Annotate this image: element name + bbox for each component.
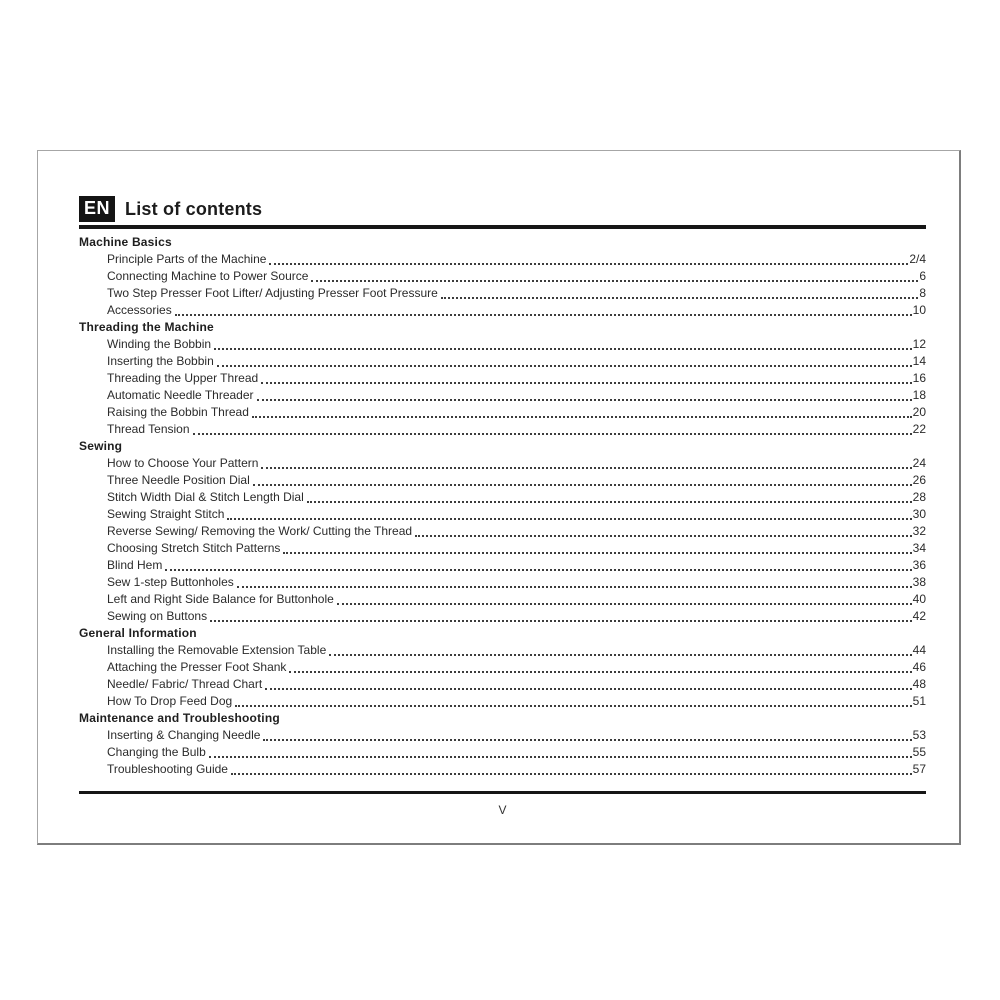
section-heading: Maintenance and Troubleshooting <box>79 711 280 725</box>
dotted-leader <box>228 761 913 778</box>
dotted-leader <box>162 557 912 574</box>
page-header <box>79 196 926 222</box>
toc-entry <box>79 676 926 693</box>
toc-entry-label: Sew 1-step Buttonholes <box>107 575 234 589</box>
toc-entry <box>79 761 926 778</box>
dotted-leader <box>249 404 913 421</box>
dotted-leader <box>260 727 912 744</box>
toc-entry <box>79 591 926 608</box>
toc-entry <box>79 608 926 625</box>
toc-entry-label: Connecting Machine to Power Source <box>107 269 309 283</box>
toc-entry <box>79 727 926 744</box>
toc-entry-page: 48 <box>912 677 926 691</box>
toc-entry <box>79 557 926 574</box>
toc-entry <box>79 489 926 506</box>
dotted-leader <box>207 608 913 625</box>
toc-entry-label: Inserting & Changing Needle <box>107 728 261 742</box>
dotted-leader <box>206 744 913 761</box>
toc-entry <box>79 455 926 472</box>
toc-entry-label: Threading the Upper Thread <box>107 371 259 385</box>
footer-rule <box>79 791 926 794</box>
toc-entry-page: 18 <box>912 388 926 402</box>
toc-entry-page: 8 <box>919 286 926 300</box>
toc-entry-page: 40 <box>912 592 926 606</box>
dotted-leader <box>190 421 913 438</box>
toc-entry-page: 51 <box>912 694 926 708</box>
toc-entry-page: 12 <box>912 337 926 351</box>
toc-entry <box>79 251 926 268</box>
toc-entry <box>79 574 926 591</box>
dotted-leader <box>304 489 913 506</box>
toc-entry-page: 53 <box>912 728 926 742</box>
toc-list <box>79 234 926 778</box>
toc-entry-label: Choosing Stretch Stitch Patterns <box>107 541 281 555</box>
toc-entry-page: 20 <box>912 405 926 419</box>
toc-entry-page: 24 <box>912 456 926 470</box>
toc-entry-page: 30 <box>912 507 926 521</box>
toc-entry-label: Troubleshooting Guide <box>107 762 228 776</box>
toc-entry <box>79 421 926 438</box>
toc-entry-label: Blind Hem <box>107 558 163 572</box>
toc-entry-page: 55 <box>912 745 926 759</box>
toc-entry-label: Winding the Bobbin <box>107 337 212 351</box>
page-title: List of contents <box>125 198 263 219</box>
toc-entry-label: How To Drop Feed Dog <box>107 694 233 708</box>
toc-entry-label: Left and Right Side Balance for Buttonhole <box>107 592 334 606</box>
toc-entry <box>79 693 926 710</box>
toc-entry-page: 32 <box>912 524 926 538</box>
toc-entry <box>79 285 926 302</box>
dotted-leader <box>280 540 912 557</box>
manual-page <box>37 150 961 845</box>
dotted-leader <box>286 659 912 676</box>
toc-entry <box>79 302 926 319</box>
toc-entry-page: 36 <box>912 558 926 572</box>
section-heading: General Information <box>79 626 197 640</box>
toc-entry-page: 34 <box>912 541 926 555</box>
toc-entry <box>79 268 926 285</box>
toc-entry-label: How to Choose Your Pattern <box>107 456 259 470</box>
toc-entry-label: Sewing on Buttons <box>107 609 208 623</box>
toc-entry-label: Installing the Removable Extension Table <box>107 643 327 657</box>
toc-entry-page: 46 <box>912 660 926 674</box>
dotted-leader <box>412 523 913 540</box>
header-rule <box>79 225 926 229</box>
toc-entry <box>79 642 926 659</box>
toc-entry <box>79 472 926 489</box>
toc-entry <box>79 523 926 540</box>
toc-entry-label: Stitch Width Dial & Stitch Length Dial <box>107 490 304 504</box>
toc-entry-label: Inserting the Bobbin <box>107 354 214 368</box>
dotted-leader <box>254 387 913 404</box>
toc-entry-label: Automatic Needle Threader <box>107 388 254 402</box>
toc-entry <box>79 336 926 353</box>
dotted-leader <box>234 574 913 591</box>
toc-entry-page: 26 <box>912 473 926 487</box>
toc-entry-page: 28 <box>912 490 926 504</box>
dotted-leader <box>250 472 913 489</box>
toc-entry-label: Accessories <box>107 303 172 317</box>
language-badge: EN <box>79 196 115 222</box>
dotted-leader <box>334 591 913 608</box>
dotted-leader <box>224 506 912 523</box>
dotted-leader <box>211 336 913 353</box>
dotted-leader <box>262 676 912 693</box>
toc-entry-label: Two Step Presser Foot Lifter/ Adjusting Presser Foot Pressure <box>107 286 438 300</box>
toc-entry-page: 22 <box>912 422 926 436</box>
toc-entry <box>79 506 926 523</box>
section-heading: Machine Basics <box>79 235 172 249</box>
toc-entry-page: 38 <box>912 575 926 589</box>
toc-entry <box>79 353 926 370</box>
dotted-leader <box>308 268 919 285</box>
toc-entry <box>79 370 926 387</box>
toc-entry-label: Three Needle Position Dial <box>107 473 250 487</box>
toc-entry-label: Thread Tension <box>107 422 190 436</box>
folio-page-number: V <box>498 803 507 817</box>
toc-entry-page: 44 <box>912 643 926 657</box>
section-heading: Threading the Machine <box>79 320 214 334</box>
section-heading: Sewing <box>79 439 123 453</box>
dotted-leader <box>326 642 912 659</box>
toc-entry-label: Principle Parts of the Machine <box>107 252 267 266</box>
toc-entry-label: Sewing Straight Stitch <box>107 507 225 521</box>
dotted-leader <box>438 285 920 302</box>
toc-entry-label: Changing the Bulb <box>107 745 206 759</box>
toc-entry-page: 6 <box>919 269 926 283</box>
toc-entry-page: 14 <box>912 354 926 368</box>
page-content <box>38 151 959 817</box>
toc-entry-page: 16 <box>912 371 926 385</box>
dotted-leader <box>214 353 913 370</box>
toc-entry-page: 10 <box>912 303 926 317</box>
toc-entry-label: Needle/ Fabric/ Thread Chart <box>107 677 263 691</box>
dotted-leader <box>232 693 912 710</box>
dotted-leader <box>266 251 909 268</box>
toc-entry-page: 57 <box>912 762 926 776</box>
toc-entry-page: 42 <box>912 609 926 623</box>
toc-entry <box>79 540 926 557</box>
toc-entry <box>79 659 926 676</box>
dotted-leader <box>258 370 912 387</box>
toc-entry-label: Raising the Bobbin Thread <box>107 405 249 419</box>
toc-entry <box>79 387 926 404</box>
dotted-leader <box>172 302 913 319</box>
toc-entry-page: 2/4 <box>909 252 926 266</box>
toc-entry <box>79 404 926 421</box>
dotted-leader <box>258 455 912 472</box>
toc-entry-label: Reverse Sewing/ Removing the Work/ Cutting the Thread <box>107 524 413 538</box>
toc-entry-label: Attaching the Presser Foot Shank <box>107 660 287 674</box>
toc-entry <box>79 744 926 761</box>
